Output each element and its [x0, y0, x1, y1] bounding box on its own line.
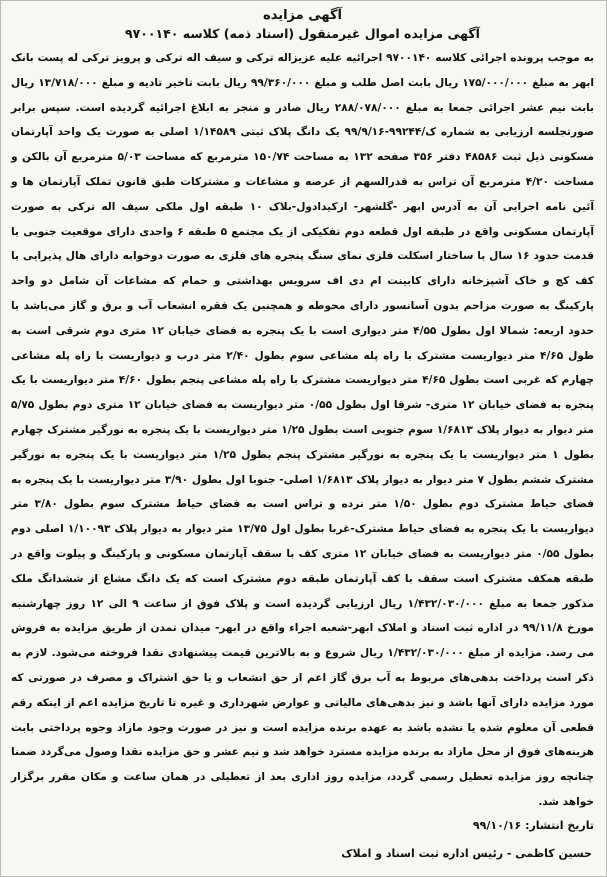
notice-body: به موجب پرونده اجرائی کلاسه ۹۷۰۰۱۴۰ اجرائیه علیه عزیزاله ترکی و سیف اله ترکی و پرویز ترکی له پست بانک ابهر به مبلغ ۱۷۵/۰۰۰/۰۰۰ ریال بابت اصل طلب و مبلغ ۹۹/۳۶۰/۰۰۰ ریال بابت تاخیر تادیه و مبلغ ۱۳/۷۱۸/۰۰۰ ریال بابت نیم عشر اجرائی جمعا به مبلغ ۲۸۸/۰۷۸/۰۰۰ ریال صادر و منجر به ابلاغ اجرائیه گردیده است. سپس برابر صورتجلسه ارزیابی به شماره ک/۹۹۲۴۴-۹۹/۹/۱۶ یک دانگ پلاک ثبتی ۱/۱۴۵۸۹ اصلی به صورت یک واحد آپارتمان مسکونی ذیل ثبت ۴۸۵۸۶ دفتر ۳۵۶ صفحه ۱۳۲ به مساحت ۱۵۰/۷۴ مترمربع که مساحت ۵/۰۳ مترمربع آن بالکن و مساحت ۴/۲۰ مترمربع آن تراس به قدرالسهم از عرصه و مشاعات و مشترکات طبق قانون تملک آپارتمان ها و آئین نامه اجرایی آن به آدرس ابهر -گلشهر- ارکیدادول-بلاک ۱۰ طبقه اول ملکی سیف اله ترکی به صورت آپارتمان مسکونی واقع در طبقه اول قطعه دوم تفکیکی از یک مجتمع ۵ طبقه ۶ واحدی دارای موقعیت جنوبی با قدمت حدود ۱۶ سال با ساختار اسکلت فلزی نمای سنگ پنجره های فلزی به صورت دوخوابه دارای هال پذیرایی با کف کچ و خاک آشپزخانه دارای کابینت ام دی اف سرویس بهداشتی و حمام که مشاعات آن شامل دو واحد پارکینگ به صورت مزاحم بدون آسانسور دارای محوطه و همچنین یک فقره انشعاب آب و برق و گاز می‌باشد با حدود اربعه: شمالا اول بطول ۴/۵۵ متر دیواری است با یک پنجره به فضای خیابان ۱۲ متری دوم شرقی است به طول ۴/۶۵ متر دیواریست مشترک با راه پله مشاعی سوم بطول ۲/۴۰ متر درب و دیواریست با راه پله مشاعی چهارم که غربی است بطول ۴/۶۵ متر دیواریست مشترک با راه پله مشاعی پنجم بطول ۴/۶۰ متر دیواریست با یک پنجره به فضای خیابان ۱۲ متری- شرقا اول بطول ۰/۵۵ متر دیواریست به فضای خیابان ۱۲ متری دوم بطول ۵/۷۵ متر دیوار به دیوار پلاک ۱/۶۸۱۳ سوم جنوبی است بطول ۱/۲۵ متر دیواریست با یک پنجره به نورگیر مشترک چهارم بطول ۱ متر دیواریست با یک پنجره به نورگیر مشترک پنجم بطول ۱/۲۵ متر دیواریست با یک پنجره به نورگیر مشترک ششم بطول ۷ متر دیوار به دیوار پلاک ۱/۶۸۱۳ اصلی- جنوبا اول بطول ۳/۹۰ متر دیواریست با یک پنجره به فضای حیاط مشترک دوم بطول ۱/۵۰ متر نرده و تراس است به فضای حیاط مشترک سوم بطول ۳/۸۰ متر دیواریست با یک پنجره به فضای حیاط مشترک-غربا بطول اول ۱۳/۷۵ متر دیوار به دیوار پلاک ۱/۱۰۰۹۳ اصلی دوم بطول ۰/۵۵ متر دیواریست به فضای خیابان ۱۲ متری کف با سقف آپارتمان مسکونی و پارکینگ و پیلوت واقع در طبقه همکف مشترک است سقف با کف آپارتمان طبقه دوم مشترک است که یک دانگ مشاع از ششدانگ ملک مذکور جمعا به مبلغ ۱/۴۳۲/۰۳۰/۰۰۰ ریال ارزیابی گردیده است و پلاک فوق از ساعت ۹ الی ۱۲ روز چهارشنبه مورخ ۹۹/۱۱/۸ در اداره ثبت اسناد و املاک ابهر-شعبه اجراء واقع در ابهر- میدان تمدن از طریق مزایده به فروش می رسد. مزایده از مبلغ ۱/۴۳۲/۰۳۰/۰۰۰ ریال شروع و به بالاترین قیمت پیشنهادی نقدا فروخته می‌شود. لازم به ذکر است پرداخت بدهی‌های مربوط به آب برق گاز اعم از حق انشعاب و یا حق اشتراک و مصرف در صورتی که مورد مزایده دارای آنها باشد و نیز بدهی‌های مالیاتی و عوارض شهرداری و غیره تا تاریخ مزایده اعم از اینکه رقم قطعی آن معلوم شده یا نشده باشد به عهده برنده مزایده است و نیز در صورت وجود مازاد وجوه پرداختی بابت هزینه‌های فوق از محل مازاد به برنده مزایده مسترد خواهد شد و نیم عشر و حق مزایده نقدا وصول می‌گردد ضمنا چنانچه روز مزایده تعطیل رسمی گردد، مزایده روز اداری بعد از تعطیلی در همان ساعت و مکان مقرر برگزار خواهد شد. — [11, 52, 595, 808]
notice-subtitle: آگهی مزایده اموال غیرمنقول (اسناد ذمه) کلاسه ۹۷۰۰۱۴۰ — [125, 26, 480, 41]
notice-title: آگهی مزایده — [263, 8, 342, 23]
publish-date: تاریخ انتشار: ۹۹/۱۰/۱۶ — [472, 818, 594, 832]
signature-line: حسین کاظمی - رئیس اداره ثبت اسناد و املاک — [341, 846, 592, 860]
